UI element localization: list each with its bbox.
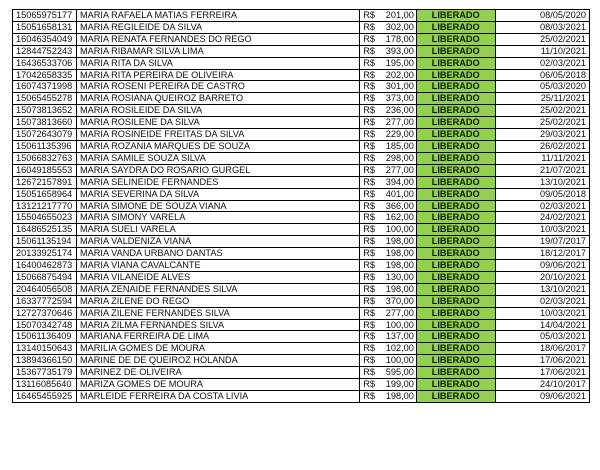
cell-id[interactable]: 15061136409 — [13, 331, 77, 343]
cell-date[interactable]: 18/12/2017 — [495, 248, 589, 260]
currency-symbol: R$ — [363, 367, 375, 378]
table-row — [13, 224, 590, 236]
amount: 130,00 — [385, 271, 414, 282]
cell-id[interactable]: 16486525135 — [13, 224, 77, 236]
amount: 198,00 — [385, 248, 414, 259]
status-badge[interactable]: LIBERADO — [416, 248, 495, 260]
cell-id[interactable]: 13116085640 — [13, 379, 77, 391]
cell-id[interactable]: 15065455278 — [13, 93, 77, 105]
currency-symbol: R$ — [363, 117, 375, 128]
status-badge[interactable]: LIBERADO — [416, 69, 495, 81]
amount: 370,00 — [385, 295, 414, 306]
cell-date[interactable]: 05/03/2021 — [495, 331, 589, 343]
table-row — [13, 271, 590, 283]
status-badge[interactable]: LIBERADO — [416, 200, 495, 212]
amount: 195,00 — [385, 57, 414, 68]
cell-id[interactable]: 12672157891 — [13, 176, 77, 188]
cell-date[interactable]: 13/10/2021 — [495, 176, 589, 188]
table-row — [13, 21, 590, 33]
currency-symbol: R$ — [363, 33, 375, 44]
cell-value[interactable] — [360, 307, 417, 319]
amount: 100,00 — [385, 355, 414, 366]
currency-symbol: R$ — [363, 176, 375, 187]
cell-value[interactable] — [360, 236, 417, 248]
amount: 366,00 — [385, 200, 414, 211]
table-row — [13, 200, 590, 212]
cell-date[interactable]: 25/02/2021 — [495, 33, 589, 45]
amount: 393,00 — [385, 45, 414, 56]
cell-id[interactable]: 13894366150 — [13, 355, 77, 367]
cell-id[interactable]: 13121217770 — [13, 200, 77, 212]
currency-symbol: R$ — [363, 140, 375, 151]
amount: 277,00 — [385, 117, 414, 128]
cell-value[interactable] — [360, 69, 417, 81]
cell-date[interactable]: 20/10/2021 — [495, 271, 589, 283]
cell-value[interactable] — [360, 81, 417, 93]
cell-value[interactable] — [360, 129, 417, 141]
cell-id[interactable]: 15504655023 — [13, 212, 77, 224]
cell-id[interactable]: 15061135396 — [13, 140, 77, 152]
cell-value[interactable] — [360, 21, 417, 33]
currency-symbol: R$ — [363, 391, 375, 401]
status-badge[interactable]: LIBERADO — [416, 355, 495, 367]
status-badge[interactable]: LIBERADO — [416, 45, 495, 57]
currency-symbol: R$ — [363, 319, 375, 330]
cell-name[interactable]: MARIA SEVERINA DA SILVA — [76, 188, 359, 200]
cell-date[interactable]: 13/10/2021 — [495, 283, 589, 295]
cell-name[interactable]: MARIA RITA PEREIRA DE OLIVEIRA — [76, 69, 359, 81]
amount: 201,00 — [385, 10, 414, 20]
status-badge[interactable]: LIBERADO — [416, 307, 495, 319]
table-row — [13, 307, 590, 319]
table-row — [13, 33, 590, 45]
amount: 236,00 — [385, 105, 414, 116]
currency-symbol: R$ — [363, 248, 375, 259]
amount: 198,00 — [385, 391, 414, 401]
cell-date[interactable]: 11/11/2021 — [495, 152, 589, 164]
status-badge[interactable]: LIBERADO — [416, 236, 495, 248]
cell-name[interactable]: MARIZA GOMES DE MOURA — [76, 379, 359, 391]
cell-value[interactable] — [360, 343, 417, 355]
table-row — [13, 152, 590, 164]
cell-date[interactable]: 02/03/2021 — [495, 200, 589, 212]
cell-date[interactable]: 09/06/2021 — [495, 391, 589, 403]
currency-symbol: R$ — [363, 236, 375, 247]
table-row — [13, 93, 590, 105]
cell-value[interactable] — [360, 331, 417, 343]
cell-value[interactable] — [360, 176, 417, 188]
status-badge[interactable]: LIBERADO — [416, 188, 495, 200]
cell-date[interactable]: 29/03/2021 — [495, 129, 589, 141]
cell-name[interactable]: MARIA RAFAELA MATIAS FERREIRA — [76, 10, 359, 22]
cell-name[interactable]: MARIA ZILENE FERNANDES SILVA — [76, 307, 359, 319]
cell-value[interactable] — [360, 283, 417, 295]
status-badge[interactable]: LIBERADO — [416, 164, 495, 176]
cell-id[interactable]: 15072643079 — [13, 129, 77, 141]
cell-date[interactable]: 08/05/2020 — [495, 10, 589, 22]
status-badge[interactable]: LIBERADO — [416, 367, 495, 379]
cell-name[interactable]: MARIA ROSENI PEREIRA DE CASTRO — [76, 81, 359, 93]
amount: 137,00 — [385, 331, 414, 342]
amount: 178,00 — [385, 33, 414, 44]
cell-id[interactable]: 15051658131 — [13, 21, 77, 33]
status-badge[interactable]: LIBERADO — [416, 152, 495, 164]
cell-id[interactable]: 16049185553 — [13, 164, 77, 176]
cell-name[interactable]: MARLEIDE FERREIRA DA COSTA LIVIA — [76, 391, 359, 403]
cell-date[interactable]: 17/06/2021 — [495, 355, 589, 367]
cell-value[interactable] — [360, 117, 417, 129]
amount: 302,00 — [385, 21, 414, 32]
status-badge[interactable]: LIBERADO — [416, 319, 495, 331]
cell-id[interactable]: 12844752243 — [13, 45, 77, 57]
table-row — [13, 164, 590, 176]
cell-date[interactable]: 25/11/2021 — [495, 93, 589, 105]
cell-name[interactable]: MARIA ZILENE DO REGO — [76, 295, 359, 307]
currency-symbol: R$ — [363, 10, 375, 20]
currency-symbol: R$ — [363, 81, 375, 92]
currency-symbol: R$ — [363, 21, 375, 32]
cell-value[interactable] — [360, 391, 417, 403]
cell-id[interactable]: 16074371998 — [13, 81, 77, 93]
table-row — [13, 355, 590, 367]
table-row — [13, 117, 590, 129]
cell-value[interactable] — [360, 45, 417, 57]
amount: 394,00 — [385, 176, 414, 187]
cell-value[interactable] — [360, 319, 417, 331]
cell-name[interactable]: MARIA SIMONY VARELA — [76, 212, 359, 224]
currency-symbol: R$ — [363, 271, 375, 282]
cell-id[interactable]: 15073813652 — [13, 105, 77, 117]
cell-date[interactable]: 24/10/2017 — [495, 379, 589, 391]
cell-value[interactable] — [360, 212, 417, 224]
amount: 277,00 — [385, 307, 414, 318]
currency-symbol: R$ — [363, 105, 375, 116]
currency-symbol: R$ — [363, 129, 375, 140]
spreadsheet-table — [12, 9, 590, 403]
amount: 229,00 — [385, 129, 414, 140]
cell-date[interactable]: 08/03/2021 — [495, 21, 589, 33]
cell-value[interactable] — [360, 271, 417, 283]
cell-value[interactable] — [360, 200, 417, 212]
currency-symbol: R$ — [363, 283, 375, 294]
table-row — [13, 57, 590, 69]
cell-date[interactable]: 10/03/2021 — [495, 224, 589, 236]
cell-name[interactable]: MARIA VANDA URBANO DANTAS — [76, 248, 359, 260]
currency-symbol: R$ — [363, 343, 375, 354]
cell-name[interactable]: MARINEZ DE OLIVEIRA — [76, 367, 359, 379]
table-row — [13, 69, 590, 81]
currency-symbol: R$ — [363, 212, 375, 223]
table-row — [13, 331, 590, 343]
cell-name[interactable]: MARIA ZILMA FERNANDES SILVA — [76, 319, 359, 331]
cell-date[interactable]: 25/02/2021 — [495, 105, 589, 117]
currency-symbol: R$ — [363, 57, 375, 68]
cell-id[interactable]: 12727370646 — [13, 307, 77, 319]
cell-name[interactable]: MARIA RITA DA SILVA — [76, 57, 359, 69]
amount: 401,00 — [385, 188, 414, 199]
cell-id[interactable]: 16465455925 — [13, 391, 77, 403]
cell-name[interactable]: MARIA ROSILEIDE DA SILVA — [76, 105, 359, 117]
currency-symbol: R$ — [363, 307, 375, 318]
cell-name[interactable]: MARIA SELINEIDE FERNANDES — [76, 176, 359, 188]
status-badge[interactable]: LIBERADO — [416, 57, 495, 69]
status-badge[interactable]: LIBERADO — [416, 271, 495, 283]
cell-id[interactable]: 16046354049 — [13, 33, 77, 45]
status-badge[interactable]: LIBERADO — [416, 224, 495, 236]
status-badge[interactable]: LIBERADO — [416, 33, 495, 45]
amount: 298,00 — [385, 152, 414, 163]
cell-date[interactable]: 26/02/2021 — [495, 140, 589, 152]
status-badge[interactable]: LIBERADO — [416, 129, 495, 141]
cell-value[interactable] — [360, 164, 417, 176]
currency-symbol: R$ — [363, 164, 375, 175]
amount: 198,00 — [385, 283, 414, 294]
table-row — [13, 105, 590, 117]
cell-name[interactable]: MARIA SAMILE SOUZA SILVA — [76, 152, 359, 164]
currency-symbol: R$ — [363, 331, 375, 342]
status-badge[interactable]: LIBERADO — [416, 212, 495, 224]
cell-name[interactable]: MARIA SAYDRA DO ROSARIO GURGEL — [76, 164, 359, 176]
cell-name[interactable]: MARIA VILANEIDE ALVES — [76, 271, 359, 283]
status-badge[interactable]: LIBERADO — [416, 331, 495, 343]
status-badge[interactable]: LIBERADO — [416, 343, 495, 355]
cell-id[interactable]: 20464056508 — [13, 283, 77, 295]
cell-id[interactable]: 15066875494 — [13, 271, 77, 283]
amount: 100,00 — [385, 319, 414, 330]
status-badge[interactable]: LIBERADO — [416, 93, 495, 105]
cell-value[interactable] — [360, 93, 417, 105]
cell-value[interactable] — [360, 140, 417, 152]
cell-date[interactable]: 19/07/2017 — [495, 236, 589, 248]
cell-date[interactable]: 18/06/2017 — [495, 343, 589, 355]
status-badge[interactable]: LIBERADO — [416, 105, 495, 117]
cell-value[interactable] — [360, 152, 417, 164]
cell-id[interactable]: 15065975177 — [13, 10, 77, 22]
cell-value[interactable] — [360, 224, 417, 236]
cell-value[interactable] — [360, 188, 417, 200]
currency-symbol: R$ — [363, 260, 375, 271]
amount: 198,00 — [385, 236, 414, 247]
cell-name[interactable]: MARIA ZENAIDE FERNANDES SILVA — [76, 283, 359, 295]
cell-value[interactable] — [360, 105, 417, 117]
cell-date[interactable]: 09/06/2021 — [495, 260, 589, 272]
cell-id[interactable]: 20133925174 — [13, 248, 77, 260]
status-badge[interactable]: LIBERADO — [416, 391, 495, 403]
cell-value[interactable] — [360, 248, 417, 260]
cell-date[interactable]: 10/03/2021 — [495, 307, 589, 319]
cell-id[interactable]: 15070342748 — [13, 319, 77, 331]
table-row — [13, 212, 590, 224]
cell-date[interactable]: 11/10/2021 — [495, 45, 589, 57]
cell-name[interactable]: MARINE DE DE QUEIROZ HOLANDA — [76, 355, 359, 367]
currency-symbol: R$ — [363, 224, 375, 235]
amount: 198,00 — [385, 260, 414, 271]
currency-symbol: R$ — [363, 93, 375, 104]
cell-date[interactable]: 02/03/2021 — [495, 295, 589, 307]
table-row — [13, 10, 590, 22]
cell-date[interactable]: 25/02/2021 — [495, 117, 589, 129]
cell-name[interactable]: MARIA SIMONE DE SOUZA VIANA — [76, 200, 359, 212]
amount: 373,00 — [385, 93, 414, 104]
table-row — [13, 188, 590, 200]
table-row — [13, 129, 590, 141]
amount: 595,00 — [385, 367, 414, 378]
status-badge[interactable]: LIBERADO — [416, 117, 495, 129]
cell-id[interactable]: 16436533706 — [13, 57, 77, 69]
cell-name[interactable]: MARIA ROZANIA MARQUES DE SOUZA — [76, 140, 359, 152]
table-row — [13, 248, 590, 260]
cell-name[interactable]: MARIA ROSILENE DA SILVA — [76, 117, 359, 129]
cell-id[interactable]: 16337772594 — [13, 295, 77, 307]
currency-symbol: R$ — [363, 69, 375, 80]
cell-value[interactable] — [360, 355, 417, 367]
amount: 301,00 — [385, 81, 414, 92]
status-badge[interactable]: LIBERADO — [416, 176, 495, 188]
table-row — [13, 260, 590, 272]
cell-name[interactable]: MARIA ROSINEIDE FREITAS DA SILVA — [76, 129, 359, 141]
cell-id[interactable]: 16400462873 — [13, 260, 77, 272]
cell-date[interactable]: 17/06/2021 — [495, 367, 589, 379]
cell-date[interactable]: 09/05/2018 — [495, 188, 589, 200]
table-row — [13, 45, 590, 57]
table-row — [13, 176, 590, 188]
table-body — [13, 10, 590, 403]
status-badge[interactable]: LIBERADO — [416, 283, 495, 295]
currency-symbol: R$ — [363, 45, 375, 56]
cell-id[interactable]: 15066832763 — [13, 152, 77, 164]
status-badge[interactable]: LIBERADO — [416, 295, 495, 307]
table-row — [13, 236, 590, 248]
table-row — [13, 81, 590, 93]
currency-symbol: R$ — [363, 379, 375, 390]
cell-id[interactable]: 15367735179 — [13, 367, 77, 379]
cell-name[interactable]: MARIA RENATA FERNANDES DO REGO — [76, 33, 359, 45]
cell-name[interactable]: MARIA SUELI VARELA — [76, 224, 359, 236]
cell-name[interactable]: MARIA VALDENIZA VIANA — [76, 236, 359, 248]
status-badge[interactable]: LIBERADO — [416, 379, 495, 391]
status-badge[interactable]: LIBERADO — [416, 140, 495, 152]
cell-value[interactable] — [360, 10, 417, 22]
cell-id[interactable]: 13140150643 — [13, 343, 77, 355]
table-row — [13, 283, 590, 295]
cell-date[interactable]: 21/07/2021 — [495, 164, 589, 176]
cell-value[interactable] — [360, 367, 417, 379]
cell-name[interactable]: MARIA REGILEIDE DA SILVA — [76, 21, 359, 33]
amount: 100,00 — [385, 224, 414, 235]
amount: 277,00 — [385, 164, 414, 175]
cell-date[interactable]: 24/02/2021 — [495, 212, 589, 224]
cell-date[interactable]: 06/05/2018 — [495, 69, 589, 81]
cell-value[interactable] — [360, 260, 417, 272]
currency-symbol: R$ — [363, 355, 375, 366]
amount: 162,00 — [385, 212, 414, 223]
cell-date[interactable]: 02/03/2021 — [495, 57, 589, 69]
cell-name[interactable]: MARIA ROSIANA QUEIROZ BARRETO — [76, 93, 359, 105]
table-row — [13, 295, 590, 307]
status-badge[interactable]: LIBERADO — [416, 10, 495, 22]
table-row — [13, 391, 590, 403]
cell-id[interactable]: 17042658335 — [13, 69, 77, 81]
table-row — [13, 379, 590, 391]
cell-value[interactable] — [360, 57, 417, 69]
cell-name[interactable]: MARILIA GOMES DE MOURA — [76, 343, 359, 355]
status-badge[interactable]: LIBERADO — [416, 81, 495, 93]
currency-symbol: R$ — [363, 188, 375, 199]
amount: 102,00 — [385, 343, 414, 354]
amount: 199,00 — [385, 379, 414, 390]
currency-symbol: R$ — [363, 295, 375, 306]
cell-date[interactable]: 14/04/2021 — [495, 319, 589, 331]
cell-id[interactable]: 15051658964 — [13, 188, 77, 200]
amount: 202,00 — [385, 69, 414, 80]
currency-symbol: R$ — [363, 200, 375, 211]
cell-name[interactable]: MARIA RIBAMAR SILVA LIMA — [76, 45, 359, 57]
cell-date[interactable]: 05/03/2020 — [495, 81, 589, 93]
table-row — [13, 343, 590, 355]
cell-value[interactable] — [360, 379, 417, 391]
amount: 185,00 — [385, 140, 414, 151]
status-badge[interactable]: LIBERADO — [416, 21, 495, 33]
cell-id[interactable]: 15073813660 — [13, 117, 77, 129]
cell-id[interactable]: 15061135194 — [13, 236, 77, 248]
cell-name[interactable]: MARIANA FERREIRA DE LIMA — [76, 331, 359, 343]
cell-name[interactable]: MARIA VIANA CAVALCANTE — [76, 260, 359, 272]
cell-value[interactable] — [360, 33, 417, 45]
table-row — [13, 140, 590, 152]
table-row — [13, 367, 590, 379]
status-badge[interactable]: LIBERADO — [416, 260, 495, 272]
currency-symbol: R$ — [363, 152, 375, 163]
table-row — [13, 319, 590, 331]
cell-value[interactable] — [360, 295, 417, 307]
